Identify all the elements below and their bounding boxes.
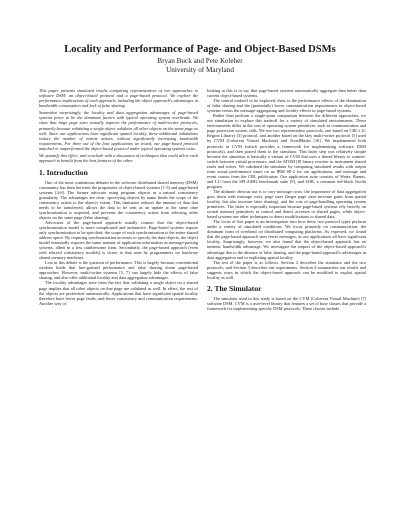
abstract-paragraph: This paper presents simulated results comparing representatives of two approaches to software DSM: an object-based protocol and a page-based protocol. We explore the performance implications of each approach, including the object approach's advantages in bandwidth consumption and lack of false sharing. — [39, 88, 198, 109]
abstract-paragraph: Somewhat surprisingly, the locality and data aggregation advantages of page-based systems prove to be the dominant factors with typical operating system overheads. We show that large page sizes actually improve the performance of multi-writer protocols, primarily because validating a single object validates all other objects on the same page as well. Since our applications have significant spatial locality, these additional validations reduce the number of remote misses, without significantly increasing bandwidth requirements. For three out of the four applications we tested, our page-based protocol matched or outperformed the object-based protocol under typical operating systems costs. — [39, 110, 199, 151]
right-column — [207, 88, 366, 311]
body-paragraph: One of the most contentious debates in the software distributed shared memory (DSM) community has been between the proponents of object-based systems [1-3] and page-based systems [4-6]. The former advocate using program objects as a natural consistency granularity. The advantages are clear: specifying objects by name limits the scope of the consistency action to the object's extent. This limitation reduces the amount of data that needs to be transferred, allows the data to be sent as an update at the same time synchronization is acquired, and prevents the consistency action from affecting other objects on the same page (false sharing). — [39, 179, 198, 220]
left-column — [39, 88, 198, 306]
body-paragraph: The central tradeoff to be explored, then, is the performance effects of the elimination of false sharing and the (potentially) lower communication requirements in object-based systems versus the message-aggregating and locality effects in page-based systems. — [207, 98, 366, 114]
body-paragraph: Rather than perform a single-point comparison between the different approaches, we use simulation to explore this tradeoff for a variety of simulated environments. These environments differ in the cost of operating system primitives, such as communication and page protection system calls. We use two representative protocols, one based on CRL's (C Region Library) [3] protocol, and another based on the lazy multi-writer protocol [5] used by CVM (Coherent Virtual Machine) and TreadMarks [16]. We implemented both protocols in CVM (which provides a framework for implementing software DSM protocols), and then ported them to the simulator. This latter step was relatively simple because the simulator is basically a variant of CVM that uses a thread library to context-switch between virtual processors, and the ATOM [8] binary rewriter to instrument shared reads and writes. We validated the simulator by comparing simulated results with output from actual performance times on an IBM SP-2 for our applications, and message and event counts from the CRL publication. Our application suite consists of Water, Barnes, and LU from the SPLASH2 benchmark suite [9], and SOR, a common red-black Jacobi program. — [207, 113, 366, 189]
section-heading-introduction: 1. Introduction — [39, 167, 88, 177]
paper-title: Locality and Performance of Page- and Object-Based DSMs — [64, 44, 336, 55]
body-paragraph: Advocates of the page-based approach usually counter that the object-based synchronization model is more complicated and unintuitive. Page-based systems require only synchronization to be specified; the scope of each synchronization is the entire shared address space. By requiring synchronization accesses to specify the data objects, the object model essentially requires the same amount of application information as message-passing systems, albeit in a less cumbersome form. Secondarily, the page-based approach (even with relaxed consistency models) is closer to that seen by programmers on hardware shared memory machines. — [39, 219, 198, 261]
abstract-paragraph: We quantify this effect, and conclude with a discussion of techniques that could allow each approach to benefit from the best features of the other. — [39, 152, 198, 163]
paper-affiliation: University of Maryland — [166, 65, 234, 74]
body-paragraph: The focus of this paper is an investigation into how these two protocol types perform under a variety of simulated conditions. We focus primarily on communication, the dominant form of overhead on distributed computing platforms. As expected, we found that the page-based approach uses fewer messages, as our applications all have significant locality. Surprisingly, however, we also found that the object-based approach has no intrinsic bandwidth advantage. We investigate the impact of the object-based approach's advantage due to the absence of false sharing, and the page-based approach's advantages in data aggregation and in exploiting spatial locality. — [207, 219, 366, 260]
body-paragraph: The rest of the paper is as follows. Section 2 describes the simulator and the two protocols, and Section 3 describes our experiments. Section 4 summarizes our results and suggests ways in which the object-based approach can be modified to exploit spatial locality as well. — [207, 259, 366, 280]
section-heading-simulator: 2. The Simulator — [207, 284, 262, 294]
body-paragraph: looking at this is to say that page-based systems automatically aggregate data better than current object-based systems. — [207, 88, 366, 99]
body-paragraph: The simulator used in this study is based on the CVM (Coherent Virtual Machine) [7] software DSM. CVM is a user-level library that features a set of base classes that provide a framework for implementing specific DSM protocols. These classes include — [207, 296, 366, 312]
body-paragraph: The locality advantages arise from the fact that validating a single object on a shared page implies that all other objects on that page are validated as well. In effect, the rest of the objects are prefetched automatically. Applications that have significant spatial locality therefore have fewer page faults, and lower consistency and communication requirements. Another way of — [39, 280, 198, 306]
body-paragraph: Lost in this debate is the question of performance. This is largely because conventional wisdom holds that fine-grained performance and false sharing doom page-based approaches. However, multi-writer systems [5, 7] can largely hide the effects of false sharing, and also offer additional locality and data aggregation advantages. — [39, 260, 198, 281]
body-paragraph: The ultimate obvious use is to vary message costs: the importance of data aggregation goes down with message costs, page sizes (larger page sizes increase gains from spatial locality, but also increase false sharing), and the cost of page-handling operating system primitives. The latter is especially important because page-based systems rely heavily on virtual memory primitives to control and detect accesses to shared pages, while object-based systems use other techniques to detect modifications to shared data. — [207, 188, 366, 220]
paper-authors: Bryan Buck and Pete Keleher — [157, 57, 243, 65]
